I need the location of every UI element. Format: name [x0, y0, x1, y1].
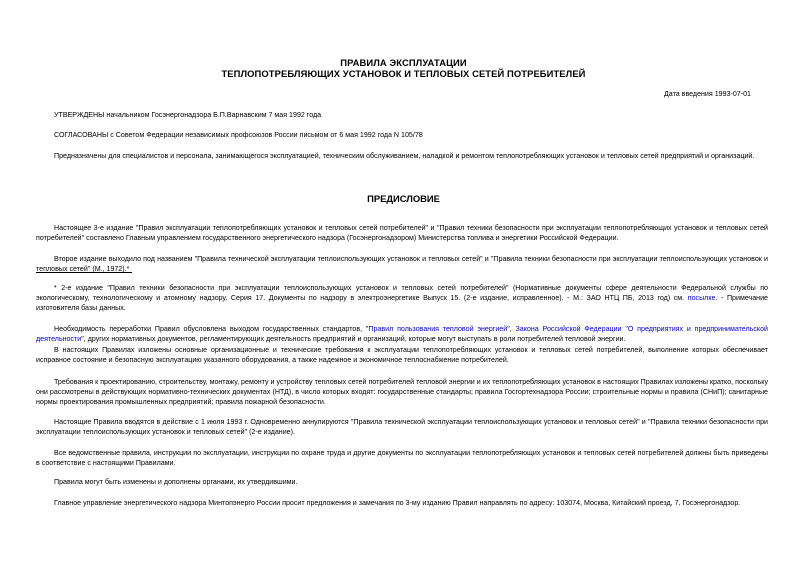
- preface-paragraph-5: Требования к проектированию, строительству, монтажу, ремонту и устройству тепловых сетей потребителей тепловой энергии и их теплопотребляющих установок в настоящих Правилах изложены кратко, поскольку они рассмотрены в действующих нормативно-технических документах (НТД), в число которых входят: государственные стандарты; правила Госгортехнадзора России; строительные нормы и правила (СНиП); санитарные нормы проектирования промышленных предприятий; правила пожарной безопасности.: [36, 378, 768, 406]
- preface-paragraph-2: Второе издание выходило под названием "Правила технической эксплуатации теплоиспользующих установок и тепловых сетей" и "Правила техники безопасности при эксплуатации теплоиспользующих установок и тепловых сетей" (М., 1972).*: [36, 255, 768, 273]
- agreed-note: СОГЛАСОВАНЫ с Советом Федерации независимых профсоюзов России письмом от 6 мая 1992 года N 105/78: [54, 131, 423, 139]
- preface-paragraph-3: [36, 324, 768, 344]
- approved-note: УТВЕРЖДЕНЫ начальником Госэнергонадзора Б.П.Варнавским 7 мая 1992 года: [54, 111, 322, 119]
- footnote-divider: [36, 272, 132, 273]
- intended-note: Предназначены для специалистов и персонала, занимающегося эксплуатацией, техническим обслуживанием, наладкой и ремонтом теплопотребляющих установок и тепловых сетей предприятий и организаций.: [54, 152, 755, 160]
- footnote-text: * 2-е издание "Правил техники безопасности при эксплуатации теплоиспользующих установок и тепловых сетей потребителей" (Нормативные документы сфере деятельности Федеральной службы по экологическому, технологическому и атомному надзору. Серия 17. Документы по надзору в электроэнергетике Выпуск 15. (2-е издание, исправленное). - М.: ЗАО НТЦ ПБ, 2013 год) см.: [36, 284, 768, 302]
- document-title-line2: ТЕПЛОПОТРЕБЛЯЮЩИХ УСТАНОВОК И ТЕПЛОВЫХ СЕТЕЙ ПОТРЕБИТЕЛЕЙ: [221, 68, 586, 79]
- intro-date: Дата введения 1993-07-01: [664, 90, 751, 98]
- preface-paragraph-9: Главное управление энергетического надзора Минтопэнерго России просит предложения и замечания по 3-му изданию Правил направлять по адресу: 103074, Москва, Китайский проезд, 7, Госэнергонадзор.: [54, 499, 741, 507]
- preface-heading: ПРЕДИСЛОВИЕ: [367, 193, 440, 204]
- footnote-text-end: . - Примечание изготовителя базы данных.: [36, 294, 769, 312]
- preface-paragraph-4: В настоящих Правилах изложены основные организационные и технические требования к эксплуатации теплопотребляющих установок и тепловых сетей потребителей, выполнение которых обеспечивает исправное состояние и безопасную эксплуатацию указанного оборудования, а также надежное и экономичное теплоснабжение потребителей.: [36, 346, 768, 364]
- preface-paragraph-1: Настоящее 3-е издание "Правил эксплуатации теплопотребляющих установок и тепловых сетей потребителей" и "Правил техники безопасности при эксплуатации теплопотребляющих установок и тепловых сетей потребителей" составлено Главным управлением государственного энергетического надзора (Госэнергонадзором) Министерства топлива и энергетики Российской Федерации.: [36, 224, 768, 242]
- preface-paragraph-6: Настоящие Правила вводятся в действие с 1 июля 1993 г. Одновременно аннулируются "Правила технической эксплуатации теплоиспользующих установок и тепловых сетей" и "Правила техники безопасности при эксплуатации теплоиспользующих установок и тепловых сетей" (2-е издание).: [36, 418, 768, 436]
- footnote: [36, 283, 768, 313]
- footnote-link[interactable]: посылке: [687, 294, 716, 302]
- preface-paragraph-8: Правила могут быть изменены и дополнены органами, их утвердившими.: [54, 478, 298, 486]
- federal-law-link[interactable]: Закона Российской Федерации "О предприятиях и предпринимательской деятельности: [36, 325, 768, 343]
- p3-text-start: Необходимость переработки Правил обусловлена выходом государственных стандартов, ": [54, 325, 369, 333]
- p3-text-end: ", других нормативных документов, регламентирующих деятельность предприятий и организаций, которые могут выступать в роли потребителей тепловой энергии.: [81, 335, 626, 343]
- p3-text-mid: ",: [507, 325, 516, 333]
- heat-energy-rules-link[interactable]: Правил пользования тепловой энергией: [368, 325, 508, 333]
- document-title-line1: ПРАВИЛА ЭКСПЛУАТАЦИИ: [340, 57, 467, 68]
- preface-paragraph-7: Все ведомственные правила, инструкции по эксплуатации, инструкции по охране труда и другие документы по эксплуатации теплопотребляющих установок и тепловых сетей потребителей должны быть приведены в соответствие с настоящими Правилами.: [36, 449, 768, 467]
